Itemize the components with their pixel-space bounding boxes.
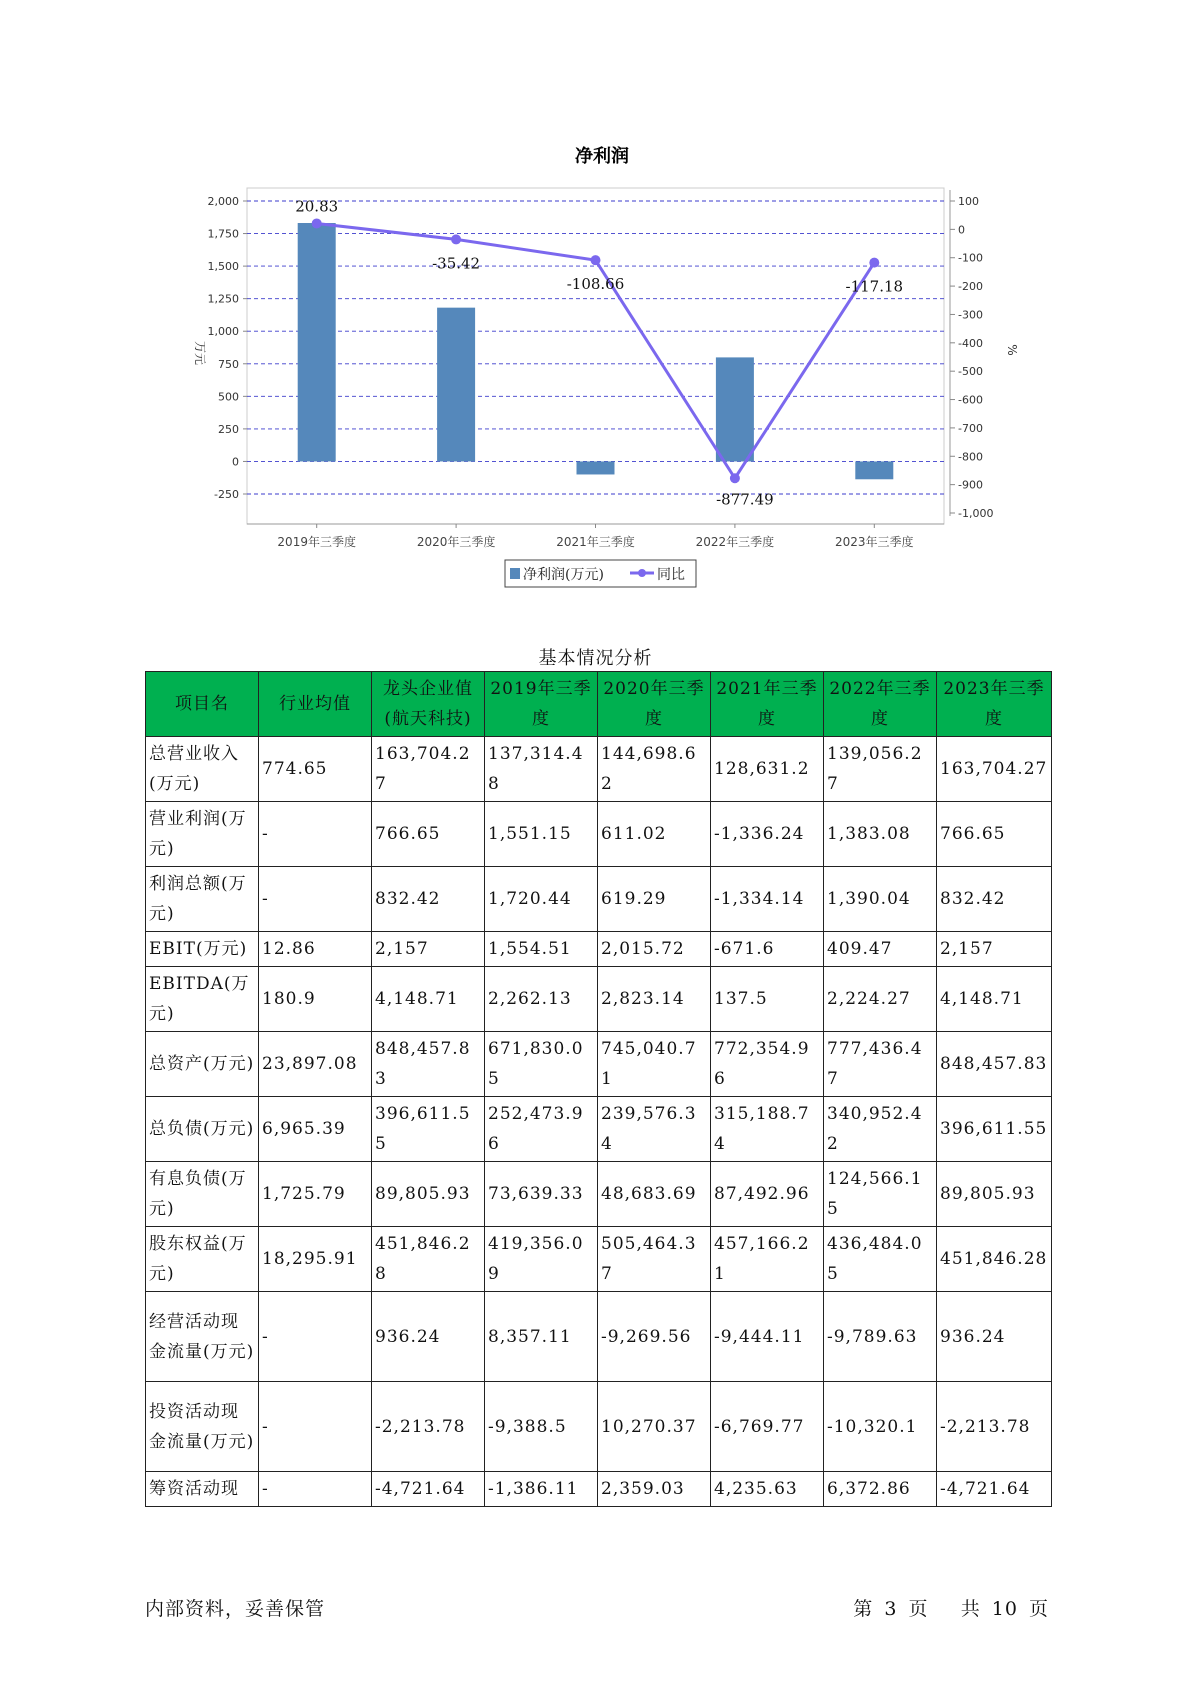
value-cell: 848,457.83 (372, 1032, 485, 1097)
x-tick-label: 2019年三季度 (277, 535, 356, 549)
value-cell: 419,356.09 (485, 1227, 598, 1292)
value-cell: 2,823.14 (598, 967, 711, 1032)
table-row (146, 932, 1052, 967)
value-cell: -9,269.56 (598, 1292, 711, 1382)
yoy-data-label: -35.42 (432, 254, 481, 273)
value-cell: 10,270.37 (598, 1382, 711, 1472)
table-row (146, 867, 1052, 932)
value-cell: 611.02 (598, 802, 711, 867)
value-cell: 1,554.51 (485, 932, 598, 967)
value-cell: 163,704.27 (937, 737, 1052, 802)
value-cell: -1,334.14 (711, 867, 824, 932)
table-row (146, 1097, 1052, 1162)
y-right-tick-label: -100 (958, 251, 983, 265)
legend-line-marker (638, 569, 646, 577)
y-right-tick-label: -900 (958, 478, 983, 492)
row-label-cell: 投资活动现金流量(万元) (146, 1382, 259, 1472)
x-tick-label: 2021年三季度 (556, 535, 635, 549)
row-label-cell: EBITDA(万元) (146, 967, 259, 1032)
value-cell: 451,846.28 (372, 1227, 485, 1292)
y-right-tick-label: -800 (958, 450, 983, 464)
table-header-row (146, 672, 1052, 737)
footer-page-info (851, 1594, 1051, 1621)
value-cell: 137.5 (711, 967, 824, 1032)
value-cell: 1,390.04 (824, 867, 937, 932)
value-cell: -10,320.1 (824, 1382, 937, 1472)
value-cell: 124,566.15 (824, 1162, 937, 1227)
header-cell: 行业均值 (259, 672, 372, 737)
value-cell: 89,805.93 (372, 1162, 485, 1227)
value-cell: -9,388.5 (485, 1382, 598, 1472)
row-label-cell: 经营活动现金流量(万元) (146, 1292, 259, 1382)
value-cell: 239,576.34 (598, 1097, 711, 1162)
header-cell: 2022年三季度 (824, 672, 937, 737)
bar (577, 461, 615, 474)
value-cell: 8,357.11 (485, 1292, 598, 1382)
total-unit: 页 (1028, 1598, 1049, 1620)
y-right-tick-label: -200 (958, 280, 983, 294)
value-cell: -671.6 (711, 932, 824, 967)
row-label-cell: 筹资活动现 (146, 1472, 259, 1507)
yoy-point (451, 234, 461, 244)
value-cell: -6,769.77 (711, 1382, 824, 1472)
value-cell: -9,444.11 (711, 1292, 824, 1382)
table-body (146, 737, 1052, 1507)
net-profit-chart (0, 0, 1191, 600)
value-cell: -1,386.11 (485, 1472, 598, 1507)
value-cell: -2,213.78 (372, 1382, 485, 1472)
value-cell: 396,611.55 (937, 1097, 1052, 1162)
value-cell: 18,295.91 (259, 1227, 372, 1292)
value-cell: 2,157 (937, 932, 1052, 967)
value-cell: 766.65 (937, 802, 1052, 867)
total-pages: 10 (991, 1598, 1018, 1620)
value-cell: 23,897.08 (259, 1032, 372, 1097)
value-cell: 745,040.71 (598, 1032, 711, 1097)
table-row (146, 1162, 1052, 1227)
header-cell: 2019年三季度 (485, 672, 598, 737)
value-cell: 48,683.69 (598, 1162, 711, 1227)
y-right-tick-label: 0 (958, 223, 965, 237)
value-cell: 144,698.62 (598, 737, 711, 802)
y-left-tick-label: 0 (232, 455, 239, 469)
value-cell: 2,015.72 (598, 932, 711, 967)
y-right-tick-label: -700 (958, 421, 983, 435)
table-row (146, 1292, 1052, 1382)
row-label-cell: 总营业收入(万元) (146, 737, 259, 802)
table-row (146, 1382, 1052, 1472)
value-cell: 619.29 (598, 867, 711, 932)
row-label-cell: 总负债(万元) (146, 1097, 259, 1162)
value-cell: 137,314.48 (485, 737, 598, 802)
yoy-point (730, 473, 740, 483)
value-cell: 936.24 (937, 1292, 1052, 1382)
page-prefix: 第 (853, 1598, 874, 1620)
y-right-tick-label: -600 (958, 393, 983, 407)
row-label-cell: 营业利润(万元) (146, 802, 259, 867)
value-cell: 4,148.71 (937, 967, 1052, 1032)
value-cell: 774.65 (259, 737, 372, 802)
y-left-tick-label: 250 (218, 422, 239, 436)
value-cell: 252,473.96 (485, 1097, 598, 1162)
y-left-tick-label: 750 (218, 357, 239, 371)
y-left-tick-label: 2,000 (207, 195, 239, 208)
table-row (146, 1472, 1052, 1507)
legend-line-label: 同比 (657, 567, 685, 583)
table-row (146, 1032, 1052, 1097)
header-cell: 2023年三季度 (937, 672, 1052, 737)
value-cell: 315,188.74 (711, 1097, 824, 1162)
y-right-tick-label: -400 (958, 336, 983, 350)
value-cell: 1,551.15 (485, 802, 598, 867)
table-row (146, 737, 1052, 802)
value-cell: 6,965.39 (259, 1097, 372, 1162)
value-cell: 1,383.08 (824, 802, 937, 867)
yoy-data-label: -108.66 (566, 275, 625, 294)
footer-confidential-note: 内部资料，妥善保管 (145, 1598, 326, 1620)
y-left-axis-label: 万元 (193, 340, 207, 366)
yoy-point (869, 258, 879, 268)
value-cell: 436,484.05 (824, 1227, 937, 1292)
table-title: 基本情况分析 (538, 648, 653, 669)
value-cell: - (259, 1472, 372, 1507)
table-row (146, 967, 1052, 1032)
value-cell: 848,457.83 (937, 1032, 1052, 1097)
basic-analysis-table (145, 671, 1052, 1507)
value-cell: -4,721.64 (372, 1472, 485, 1507)
x-tick-label: 2020年三季度 (416, 535, 496, 549)
total-prefix: 共 (960, 1598, 981, 1620)
value-cell: 163,704.27 (372, 737, 485, 802)
value-cell: 451,846.28 (937, 1227, 1052, 1292)
value-cell: 457,166.21 (711, 1227, 824, 1292)
table-row (146, 1227, 1052, 1292)
value-cell: - (259, 1292, 372, 1382)
value-cell: - (259, 1382, 372, 1472)
x-tick-label: 2023年三季度 (835, 535, 914, 549)
y-right-tick-label: -300 (958, 308, 983, 322)
legend-bar-swatch (510, 568, 520, 579)
value-cell: 936.24 (372, 1292, 485, 1382)
value-cell: 4,235.63 (711, 1472, 824, 1507)
value-cell: 505,464.37 (598, 1227, 711, 1292)
header-cell: 项目名 (146, 672, 259, 737)
row-label-cell: 利润总额(万元) (146, 867, 259, 932)
y-right-tick-label: 100 (958, 195, 979, 208)
page-unit: 页 (908, 1598, 929, 1620)
value-cell: 87,492.96 (711, 1162, 824, 1227)
legend-bar-label: 净利润(万元) (523, 567, 604, 583)
y-left-tick-label: 1,000 (207, 325, 239, 339)
value-cell: 128,631.2 (711, 737, 824, 802)
value-cell: 832.42 (372, 867, 485, 932)
y-right-axis-label: % (1005, 344, 1019, 356)
value-cell: 409.47 (824, 932, 937, 967)
value-cell: 1,725.79 (259, 1162, 372, 1227)
value-cell: -9,789.63 (824, 1292, 937, 1382)
value-cell: 1,720.44 (485, 867, 598, 932)
value-cell: - (259, 802, 372, 867)
header-cell: 2020年三季度 (598, 672, 711, 737)
value-cell: 2,262.13 (485, 967, 598, 1032)
row-label-cell: 有息负债(万元) (146, 1162, 259, 1227)
chart-title: 净利润 (575, 146, 629, 167)
row-label-cell: EBIT(万元) (146, 932, 259, 967)
value-cell: 4,148.71 (372, 967, 485, 1032)
value-cell: 139,056.27 (824, 737, 937, 802)
y-left-tick-label: 1,500 (207, 260, 239, 274)
value-cell: 766.65 (372, 802, 485, 867)
y-right-tick-label: -500 (958, 365, 983, 379)
value-cell: 832.42 (937, 867, 1052, 932)
row-label-cell: 股东权益(万元) (146, 1227, 259, 1292)
value-cell: 2,157 (372, 932, 485, 967)
yoy-data-label: 20.83 (295, 197, 339, 216)
value-cell: 777,436.47 (824, 1032, 937, 1097)
y-left-tick-label: 1,250 (207, 292, 239, 306)
y-left-tick-label: -250 (214, 488, 239, 501)
header-cell: 2021年三季度 (711, 672, 824, 737)
value-cell: 73,639.33 (485, 1162, 598, 1227)
value-cell: 340,952.42 (824, 1097, 937, 1162)
y-left-tick-label: 1,750 (207, 227, 239, 241)
chart-canvas (0, 0, 1191, 600)
bar (855, 461, 893, 479)
x-tick-label: 2022年三季度 (695, 535, 775, 549)
value-cell: 671,830.05 (485, 1032, 598, 1097)
table-row (146, 802, 1052, 867)
value-cell: 2,224.27 (824, 967, 937, 1032)
value-cell: -2,213.78 (937, 1382, 1052, 1472)
row-label-cell: 总资产(万元) (146, 1032, 259, 1097)
yoy-point (312, 218, 322, 228)
value-cell: - (259, 867, 372, 932)
value-cell: -1,336.24 (711, 802, 824, 867)
yoy-data-label: -117.18 (845, 277, 904, 296)
value-cell: 180.9 (259, 967, 372, 1032)
header-cell: 龙头企业值(航天科技) (372, 672, 485, 737)
bar (298, 223, 336, 461)
y-left-tick-label: 500 (218, 390, 239, 404)
value-cell: 89,805.93 (937, 1162, 1052, 1227)
value-cell: 6,372.86 (824, 1472, 937, 1507)
yoy-data-label: -877.49 (716, 490, 774, 509)
bar (437, 308, 475, 462)
yoy-point (591, 255, 601, 265)
value-cell: 12.86 (259, 932, 372, 967)
y-right-tick-label: -1,000 (958, 507, 994, 520)
value-cell: 2,359.03 (598, 1472, 711, 1507)
value-cell: 772,354.96 (711, 1032, 824, 1097)
value-cell: -4,721.64 (937, 1472, 1052, 1507)
value-cell: 396,611.55 (372, 1097, 485, 1162)
page-number: 3 (884, 1598, 898, 1620)
bar (716, 357, 754, 461)
